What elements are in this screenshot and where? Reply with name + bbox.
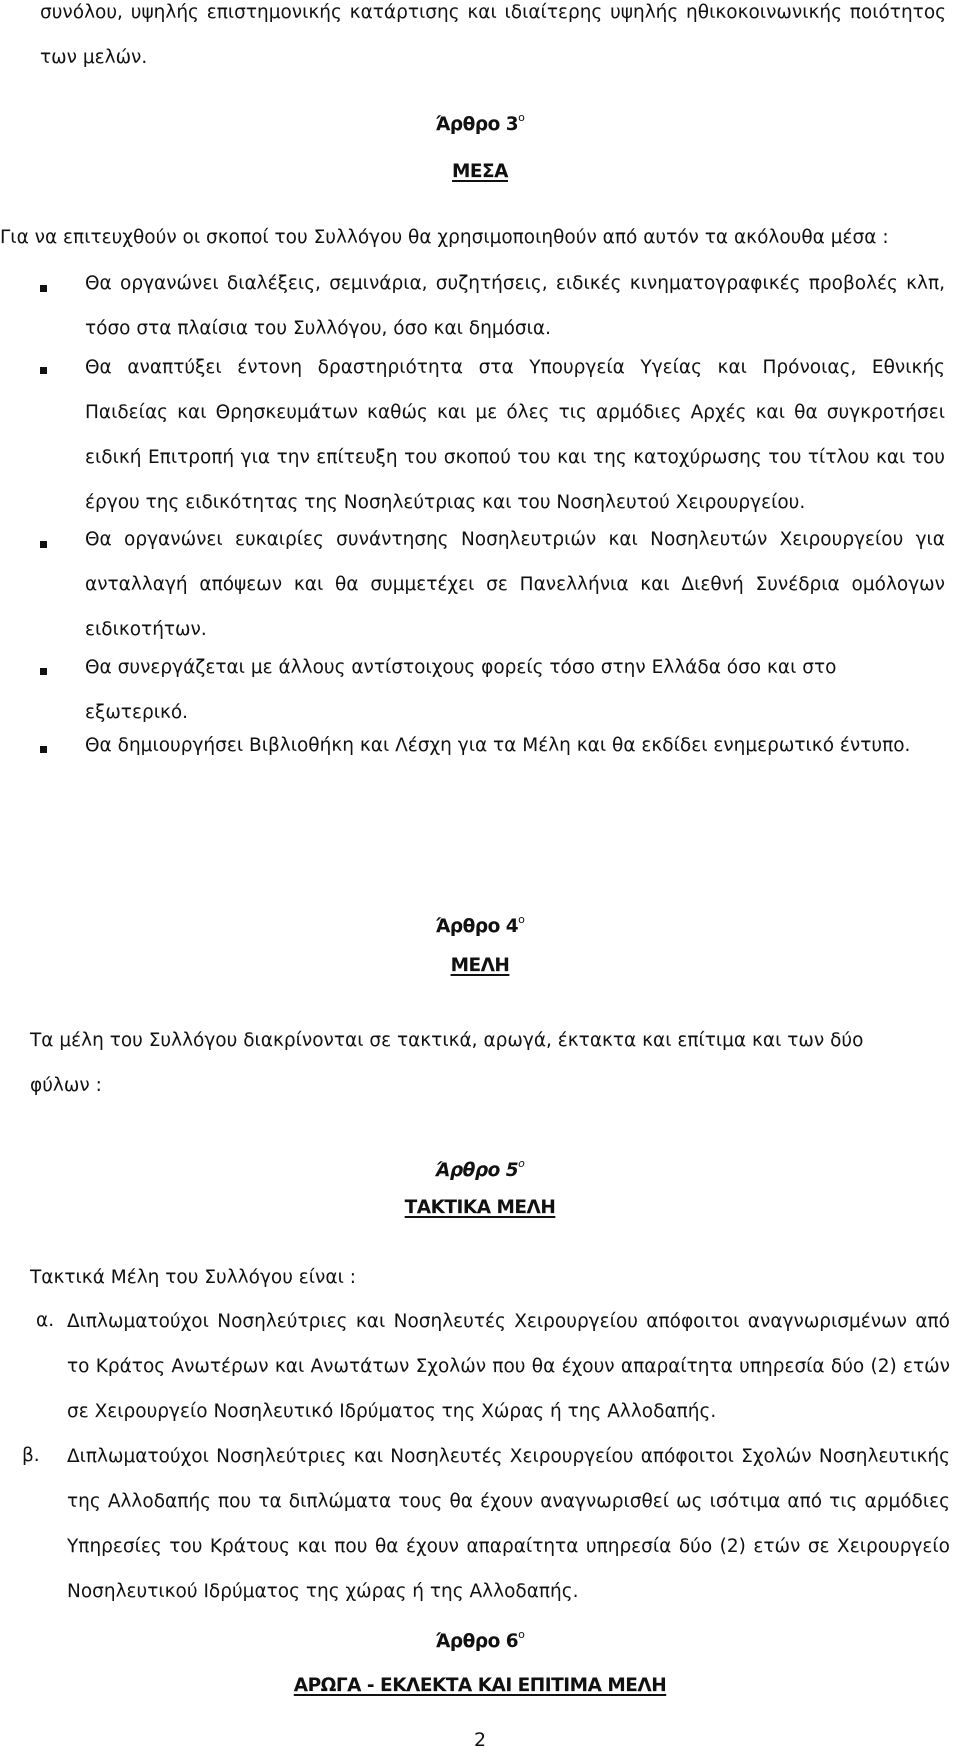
article-5-title: Άρθρο 5 (435, 1160, 519, 1182)
article-6-heading (0, 1621, 960, 1658)
page-number: 2 (473, 1729, 487, 1751)
article-3-item-4: Θα συνεργάζεται με άλλους αντίστοιχους φορείς τόσο στην Ελλάδα όσο και στο εξωτερικό. (85, 657, 837, 723)
intro-continuation-paragraph: συνόλου, υψηλής επιστημονικής κατάρτισης και ιδιαίτερης υψηλής ηθικοκοινωνικής ποιότητος των μελών. (40, 2, 946, 68)
article-4-ordinal: ο (518, 913, 525, 926)
list-marker: α. (36, 1310, 55, 1331)
article-4-text: Τα μέλη του Συλλόγου διακρίνονται σε τακτικά, αρωγά, έκτακτα και επίτιμα και των δύο φύλων : (30, 1030, 864, 1096)
article-3-item-1: Θα οργανώνει διαλέξεις, σεμινάρια, συζητήσεις, ειδικές κινηματογραφικές προβολές κλπ, τόσο στα πλαίσια του Συλλόγου, όσο και δημόσια. (85, 273, 945, 339)
article-4-title: Άρθρο 4 (435, 916, 519, 938)
article-6-title: Άρθρο 6 (435, 1631, 519, 1653)
bullet-square-icon (40, 668, 47, 675)
article-5-ordinal: ο (518, 1157, 525, 1170)
article-3-subtitle: ΜΕΣΑ (451, 161, 508, 182)
bullet-square-icon (40, 367, 47, 374)
bullet-square-icon (40, 541, 47, 548)
article-6-subtitle: ΑΡΩΓΑ - ΕΚΛΕΚΤΑ ΚΑΙ ΕΠΙΤΙΜΑ ΜΕΛΗ (293, 1675, 667, 1696)
article-5-item-b: Διπλωματούχοι Νοσηλεύτριες και Νοσηλευτές Χειρουργείου απόφοιτοι Σχολών Νοσηλευτικής της Αλλοδαπής που τα διπλώματα τους θα έχουν αναγνωρισθεί ως ισότιμα από τις αρμόδιες Υπηρεσίες του Κράτους και που θα έχουν απαραίτητα υπηρεσία δύο (2) ετών σε Χειρουργείο Νοσηλευτικού Ιδρύματος της χώρας ή της Αλλοδαπής. (67, 1446, 950, 1602)
list-marker: β. (22, 1445, 40, 1466)
bullet-square-icon (40, 285, 47, 292)
article-3-heading (0, 104, 960, 141)
article-5-heading (0, 1150, 960, 1187)
article-3-ordinal: ο (518, 111, 525, 124)
article-3-intro: Για να επιτευχθούν οι σκοποί του Συλλόγου θα χρησιμοποιηθούν από αυτόν τα ακόλουθα μέσα : (0, 227, 889, 248)
article-3-item-5: Θα δημιουργήσει Βιβλιοθήκη και Λέσχη για τα Μέλη και θα εκδίδει ενημερωτικό έντυπο. (85, 735, 911, 756)
article-4-heading (0, 906, 960, 943)
article-3-item-3: Θα οργανώνει ευκαιρίες συνάντησης Νοσηλευτριών και Νοσηλευτών Χειρουργείου για ανταλλαγή απόψεων και θα συμμετέχει σε Πανελλήνια και Διεθνή Συνέδρια ομόλογων ειδικοτήτων. (85, 529, 945, 640)
bullet-square-icon (40, 746, 47, 753)
article-5-subtitle: ΤΑΚΤΙΚΑ ΜΕΛΗ (404, 1197, 556, 1218)
article-5-intro: Τακτικά Μέλη του Συλλόγου είναι : (30, 1267, 356, 1288)
article-3-title: Άρθρο 3 (435, 114, 519, 136)
article-5-item-a: Διπλωματούχοι Νοσηλεύτριες και Νοσηλευτές Χειρουργείου απόφοιτοι αναγνωρισμένων από το Κράτος Ανωτέρων και Ανωτάτων Σχολών που θα έχουν απαραίτητα υπηρεσία δύο (2) ετών σε Χειρουργείο Νοσηλευτικό Ιδρύματος της Χώρας ή της Αλλοδαπής. (67, 1311, 950, 1422)
article-3-item-2: Θα αναπτύξει έντονη δραστηριότητα στα Υπουργεία Υγείας και Πρόνοιας, Εθνικής Παιδείας και Θρησκευμάτων καθώς και με όλες τις αρμόδιες Αρχές και θα συγκροτήσει ειδική Επιτροπή για την επίτευξη του σκοπού του και της κατοχύρωσης του τίτλου και του έργου της ειδικότητας της Νοσηλεύτριας και του Νοσηλευτού Χειρουργείου. (85, 357, 945, 513)
article-6-ordinal: ο (518, 1628, 525, 1641)
article-4-subtitle: ΜΕΛΗ (450, 955, 510, 976)
